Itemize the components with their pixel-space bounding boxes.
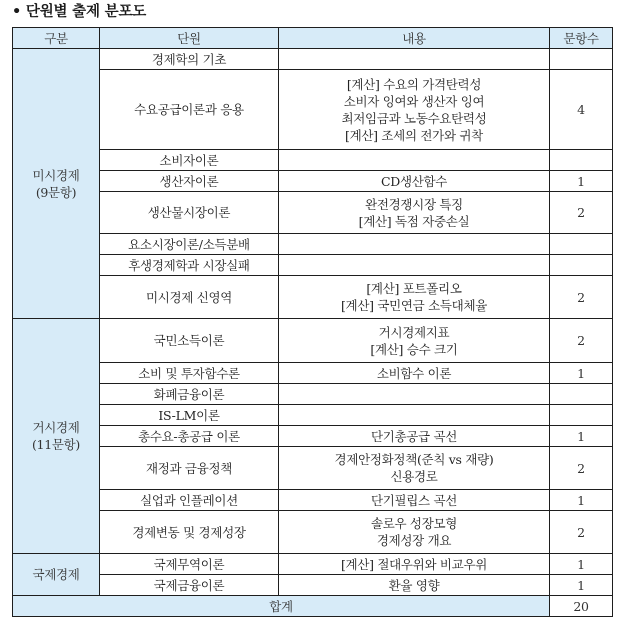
content-line: 단기총공급 곡선 [370, 428, 458, 444]
table-row [13, 276, 613, 319]
unit-cell: 총수요-총공급 이론 [100, 426, 279, 447]
content-line: [계산] 국민연금 소득대체율 [340, 298, 488, 313]
count-cell: 2 [550, 511, 613, 554]
content-cell [279, 384, 550, 405]
unit-cell: 후생경제학과 시장실패 [100, 255, 279, 276]
table-row [13, 49, 613, 70]
unit-cell: 화폐금융이론 [100, 384, 279, 405]
content-line: 단기필립스 곡선 [370, 492, 458, 508]
header-count: 문항수 [550, 28, 613, 49]
content-cell [279, 575, 550, 596]
unit-cell: 재정과 금융정책 [100, 447, 279, 490]
header-content: 내용 [279, 28, 550, 49]
table-row [13, 192, 613, 234]
count-cell: 1 [550, 426, 613, 447]
content-line: 경제안정화정책(준칙 vs 재량) [334, 452, 494, 467]
unit-cell: 경제학의 기초 [100, 49, 279, 70]
table-row [13, 363, 613, 384]
count-cell [550, 234, 613, 255]
content-cell [279, 490, 550, 511]
content-line: [계산] 절대우위와 비교우위 [340, 556, 488, 572]
table-header-row [13, 28, 613, 49]
category-name: 국제경제 [32, 567, 80, 582]
table-row [13, 511, 613, 554]
total-row [13, 596, 613, 617]
content-line: [계산] 수요의 가격탄력성 [346, 76, 482, 92]
count-cell: 1 [550, 575, 613, 596]
category-name: 미시경제 [32, 167, 80, 183]
unit-cell: 국민소득이론 [100, 319, 279, 363]
category-micro [13, 49, 100, 319]
content-cell [279, 192, 550, 234]
unit-cell: 요소시장이론/소득분배 [100, 234, 279, 255]
total-label: 합계 [13, 596, 550, 617]
table-row [13, 255, 613, 276]
count-cell: 2 [550, 319, 613, 363]
content-line: 완전경쟁시장 특징 [365, 196, 463, 212]
content-line: [계산] 조세의 전가와 귀착 [345, 127, 483, 143]
content-line: [계산] 독점 자중손실 [358, 213, 470, 229]
count-cell: 4 [550, 70, 613, 150]
content-cell [279, 255, 550, 276]
content-cell [279, 49, 550, 70]
count-cell: 2 [550, 192, 613, 234]
count-cell [550, 405, 613, 426]
content-cell [279, 319, 550, 363]
count-cell: 1 [550, 363, 613, 384]
content-cell [279, 171, 550, 192]
table-row [13, 234, 613, 255]
unit-cell: 미시경제 신영역 [100, 276, 279, 319]
content-cell [279, 70, 550, 150]
content-cell [279, 234, 550, 255]
table-row [13, 384, 613, 405]
table-row [13, 150, 613, 171]
table-row [13, 554, 613, 575]
content-cell [279, 363, 550, 384]
content-line: [계산] 승수 크기 [370, 341, 458, 357]
count-cell: 2 [550, 447, 613, 490]
section-title: • 단원별 출제 분포도 [12, 4, 147, 20]
count-cell [550, 384, 613, 405]
table-row [13, 405, 613, 426]
category-international [13, 554, 100, 596]
unit-cell: 생산자이론 [100, 171, 279, 192]
table-row [13, 490, 613, 511]
content-cell [279, 150, 550, 171]
count-cell: 2 [550, 276, 613, 319]
unit-cell: 실업과 인플레이션 [100, 490, 279, 511]
content-cell [279, 554, 550, 575]
category-count: (9문항) [35, 184, 77, 200]
unit-cell: 생산물시장이론 [100, 192, 279, 234]
content-cell [279, 405, 550, 426]
content-cell [279, 447, 550, 490]
header-category: 구분 [13, 28, 100, 49]
total-count: 20 [550, 596, 613, 617]
content-line: 소비함수 이론 [376, 365, 452, 381]
content-line: 경제성장 개요 [376, 533, 452, 548]
category-name: 거시경제 [32, 420, 80, 435]
content-line: [계산] 포트폴리오 [366, 281, 462, 296]
count-cell [550, 255, 613, 276]
content-line: 신용경로 [390, 469, 438, 484]
unit-cell: 수요공급이론과 응용 [100, 70, 279, 150]
table-row [13, 575, 613, 596]
count-cell: 1 [550, 171, 613, 192]
count-cell [550, 49, 613, 70]
content-line: 환율 영향 [388, 577, 440, 593]
unit-cell: 경제변동 및 경제성장 [100, 511, 279, 554]
table-row [13, 319, 613, 363]
unit-cell: 국제무역이론 [100, 554, 279, 575]
count-cell [550, 150, 613, 171]
content-cell [279, 276, 550, 319]
content-line: CD생산함수 [380, 173, 448, 189]
content-cell [279, 426, 550, 447]
unit-cell: 소비자이론 [100, 150, 279, 171]
header-unit: 단원 [100, 28, 279, 49]
category-macro [13, 319, 100, 554]
content-line: 최저임금과 노동수요탄력성 [341, 110, 487, 126]
content-line: 소비자 잉여와 생산자 잉여 [343, 93, 485, 109]
unit-cell: 소비 및 투자함수론 [100, 363, 279, 384]
content-line: 거시경제지표 [378, 324, 450, 340]
table-row [13, 171, 613, 192]
table-row [13, 447, 613, 490]
table-row [13, 70, 613, 150]
content-line: 솔로우 성장모형 [370, 516, 458, 531]
unit-distribution-table [12, 27, 613, 617]
count-cell: 1 [550, 554, 613, 575]
table-row [13, 426, 613, 447]
count-cell: 1 [550, 490, 613, 511]
category-count: (11문항) [31, 437, 80, 452]
unit-cell: IS-LM이론 [100, 405, 279, 426]
content-cell [279, 511, 550, 554]
unit-cell: 국제금융이론 [100, 575, 279, 596]
